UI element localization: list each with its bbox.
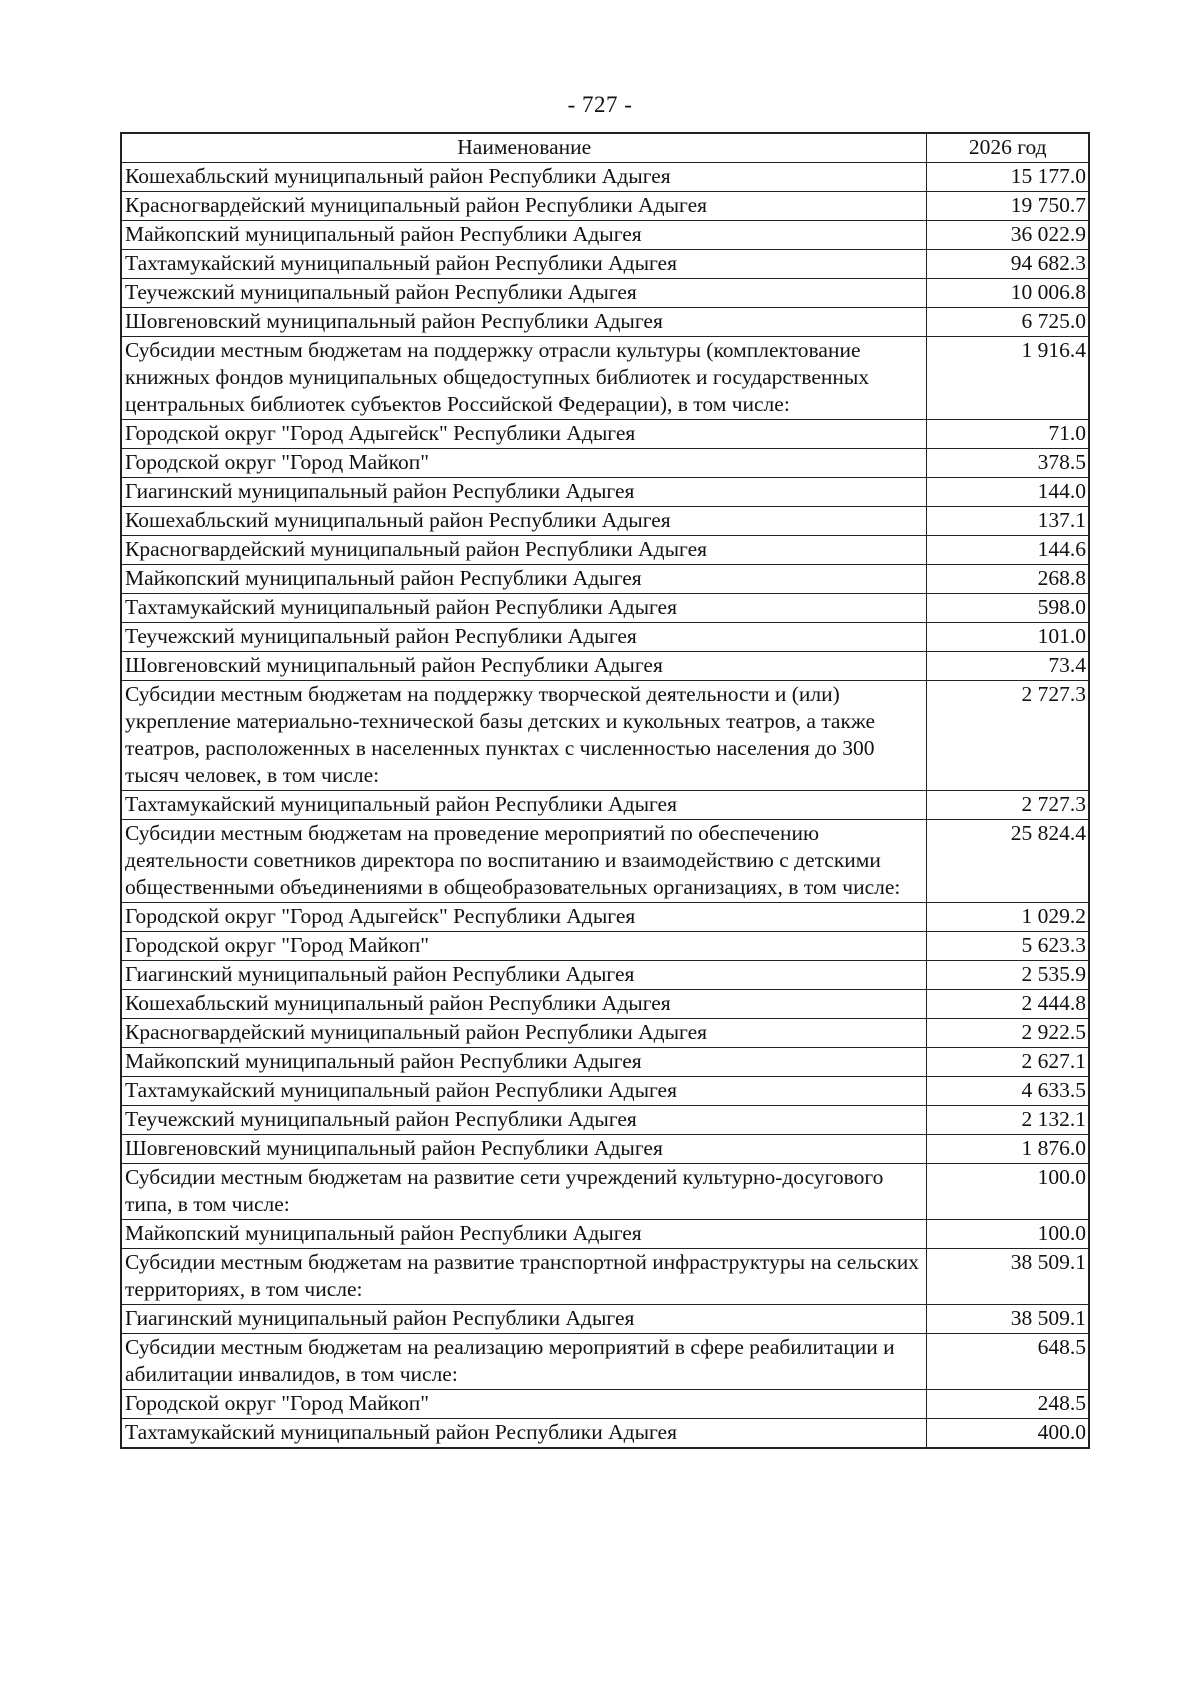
table-row bbox=[121, 1164, 1089, 1220]
row-value: 378.5 bbox=[926, 449, 1089, 478]
header-name: Наименование bbox=[121, 133, 926, 163]
row-value: 10 006.8 bbox=[926, 279, 1089, 308]
row-value: 248.5 bbox=[926, 1390, 1089, 1419]
table-row bbox=[121, 594, 1089, 623]
table-row bbox=[121, 565, 1089, 594]
table-row bbox=[121, 990, 1089, 1019]
row-value: 2 727.3 bbox=[926, 681, 1089, 791]
row-name: Кошехабльский муниципальный район Республики Адыгея bbox=[121, 507, 926, 536]
row-name: Шовгеновский муниципальный район Республики Адыгея bbox=[121, 1135, 926, 1164]
table-row bbox=[121, 478, 1089, 507]
table-body bbox=[121, 163, 1089, 1449]
table-row bbox=[121, 1334, 1089, 1390]
row-name: Майкопский муниципальный район Республики Адыгея bbox=[121, 1048, 926, 1077]
row-name: Субсидии местным бюджетам на поддержку творческой деятельности и (или) укрепление материально-технической базы детских и кукольных театров, а также театров, расположенных в населенных пунктах с численностью населения до 300 тысяч человек, в том числе: bbox=[121, 681, 926, 791]
table-row bbox=[121, 961, 1089, 990]
table-row bbox=[121, 1390, 1089, 1419]
row-name: Майкопский муниципальный район Республики Адыгея bbox=[121, 565, 926, 594]
row-value: 25 824.4 bbox=[926, 820, 1089, 903]
row-value: 100.0 bbox=[926, 1164, 1089, 1220]
row-value: 2 627.1 bbox=[926, 1048, 1089, 1077]
table-row bbox=[121, 192, 1089, 221]
row-name: Субсидии местным бюджетам на развитие транспортной инфраструктуры на сельских территориях, в том числе: bbox=[121, 1249, 926, 1305]
row-name: Городской округ "Город Адыгейск" Республики Адыгея bbox=[121, 903, 926, 932]
row-value: 144.6 bbox=[926, 536, 1089, 565]
table-row bbox=[121, 1220, 1089, 1249]
row-value: 38 509.1 bbox=[926, 1249, 1089, 1305]
row-name: Теучежский муниципальный район Республики Адыгея bbox=[121, 623, 926, 652]
row-name: Шовгеновский муниципальный район Республики Адыгея bbox=[121, 308, 926, 337]
budget-table-container bbox=[120, 132, 1088, 1449]
table-row bbox=[121, 1048, 1089, 1077]
table-row bbox=[121, 791, 1089, 820]
row-name: Городской округ "Город Майкоп" bbox=[121, 1390, 926, 1419]
table-row bbox=[121, 420, 1089, 449]
row-value: 2 922.5 bbox=[926, 1019, 1089, 1048]
row-value: 1 029.2 bbox=[926, 903, 1089, 932]
row-value: 598.0 bbox=[926, 594, 1089, 623]
table-row bbox=[121, 652, 1089, 681]
row-name: Субсидии местным бюджетам на поддержку отрасли культуры (комплектование книжных фондов муниципальных общедоступных библиотек и государственных центральных библиотек субъектов Российской Федерации), в том числе: bbox=[121, 337, 926, 420]
row-name: Тахтамукайский муниципальный район Республики Адыгея bbox=[121, 791, 926, 820]
row-value: 94 682.3 bbox=[926, 250, 1089, 279]
row-name: Красногвардейский муниципальный район Республики Адыгея bbox=[121, 536, 926, 565]
row-value: 137.1 bbox=[926, 507, 1089, 536]
row-value: 19 750.7 bbox=[926, 192, 1089, 221]
table-row bbox=[121, 1249, 1089, 1305]
row-value: 648.5 bbox=[926, 1334, 1089, 1390]
row-value: 400.0 bbox=[926, 1419, 1089, 1449]
row-name: Субсидии местным бюджетам на проведение мероприятий по обеспечению деятельности советников директора по воспитанию и взаимодействию с детскими общественными объединениями в общеобразовательных организациях, в том числе: bbox=[121, 820, 926, 903]
row-name: Красногвардейский муниципальный район Республики Адыгея bbox=[121, 1019, 926, 1048]
table-row bbox=[121, 1106, 1089, 1135]
row-name: Тахтамукайский муниципальный район Республики Адыгея bbox=[121, 250, 926, 279]
row-value: 2 535.9 bbox=[926, 961, 1089, 990]
row-value: 100.0 bbox=[926, 1220, 1089, 1249]
row-value: 36 022.9 bbox=[926, 221, 1089, 250]
row-value: 6 725.0 bbox=[926, 308, 1089, 337]
table-row bbox=[121, 163, 1089, 192]
row-name: Тахтамукайский муниципальный район Республики Адыгея bbox=[121, 594, 926, 623]
table-header-row bbox=[121, 133, 1089, 163]
row-value: 4 633.5 bbox=[926, 1077, 1089, 1106]
table-row bbox=[121, 820, 1089, 903]
table-row bbox=[121, 1305, 1089, 1334]
row-name: Субсидии местным бюджетам на развитие сети учреждений культурно-досугового типа, в том числе: bbox=[121, 1164, 926, 1220]
table-row bbox=[121, 221, 1089, 250]
row-value: 2 132.1 bbox=[926, 1106, 1089, 1135]
row-value: 71.0 bbox=[926, 420, 1089, 449]
row-value: 268.8 bbox=[926, 565, 1089, 594]
table-row bbox=[121, 536, 1089, 565]
page-number: - 727 - bbox=[567, 92, 633, 117]
table-row bbox=[121, 250, 1089, 279]
table-row bbox=[121, 449, 1089, 478]
table-row bbox=[121, 681, 1089, 791]
row-value: 2 444.8 bbox=[926, 990, 1089, 1019]
row-name: Тахтамукайский муниципальный район Республики Адыгея bbox=[121, 1077, 926, 1106]
row-name: Майкопский муниципальный район Республики Адыгея bbox=[121, 221, 926, 250]
row-name: Майкопский муниципальный район Республики Адыгея bbox=[121, 1220, 926, 1249]
row-value: 2 727.3 bbox=[926, 791, 1089, 820]
budget-table bbox=[120, 132, 1090, 1449]
row-value: 101.0 bbox=[926, 623, 1089, 652]
table-row bbox=[121, 903, 1089, 932]
row-name: Теучежский муниципальный район Республики Адыгея bbox=[121, 279, 926, 308]
row-name: Городской округ "Город Майкоп" bbox=[121, 449, 926, 478]
table-row bbox=[121, 507, 1089, 536]
row-value: 144.0 bbox=[926, 478, 1089, 507]
row-name: Субсидии местным бюджетам на реализацию мероприятий в сфере реабилитации и абилитации инвалидов, в том числе: bbox=[121, 1334, 926, 1390]
row-name: Гиагинский муниципальный район Республики Адыгея bbox=[121, 1305, 926, 1334]
table-row bbox=[121, 1019, 1089, 1048]
row-value: 1 916.4 bbox=[926, 337, 1089, 420]
table-row bbox=[121, 932, 1089, 961]
header-year: 2026 год bbox=[926, 133, 1089, 163]
row-value: 1 876.0 bbox=[926, 1135, 1089, 1164]
table-row bbox=[121, 1077, 1089, 1106]
table-row bbox=[121, 623, 1089, 652]
table-row bbox=[121, 279, 1089, 308]
row-name: Шовгеновский муниципальный район Республики Адыгея bbox=[121, 652, 926, 681]
row-name: Гиагинский муниципальный район Республики Адыгея bbox=[121, 478, 926, 507]
table-row bbox=[121, 308, 1089, 337]
row-name: Теучежский муниципальный район Республики Адыгея bbox=[121, 1106, 926, 1135]
row-value: 15 177.0 bbox=[926, 163, 1089, 192]
row-value: 38 509.1 bbox=[926, 1305, 1089, 1334]
row-name: Красногвардейский муниципальный район Республики Адыгея bbox=[121, 192, 926, 221]
row-name: Кошехабльский муниципальный район Республики Адыгея bbox=[121, 163, 926, 192]
row-value: 5 623.3 bbox=[926, 932, 1089, 961]
row-name: Тахтамукайский муниципальный район Республики Адыгея bbox=[121, 1419, 926, 1449]
row-name: Гиагинский муниципальный район Республики Адыгея bbox=[121, 961, 926, 990]
row-value: 73.4 bbox=[926, 652, 1089, 681]
table-row bbox=[121, 337, 1089, 420]
row-name: Городской округ "Город Майкоп" bbox=[121, 932, 926, 961]
table-row bbox=[121, 1135, 1089, 1164]
row-name: Кошехабльский муниципальный район Республики Адыгея bbox=[121, 990, 926, 1019]
row-name: Городской округ "Город Адыгейск" Республики Адыгея bbox=[121, 420, 926, 449]
table-row bbox=[121, 1419, 1089, 1449]
